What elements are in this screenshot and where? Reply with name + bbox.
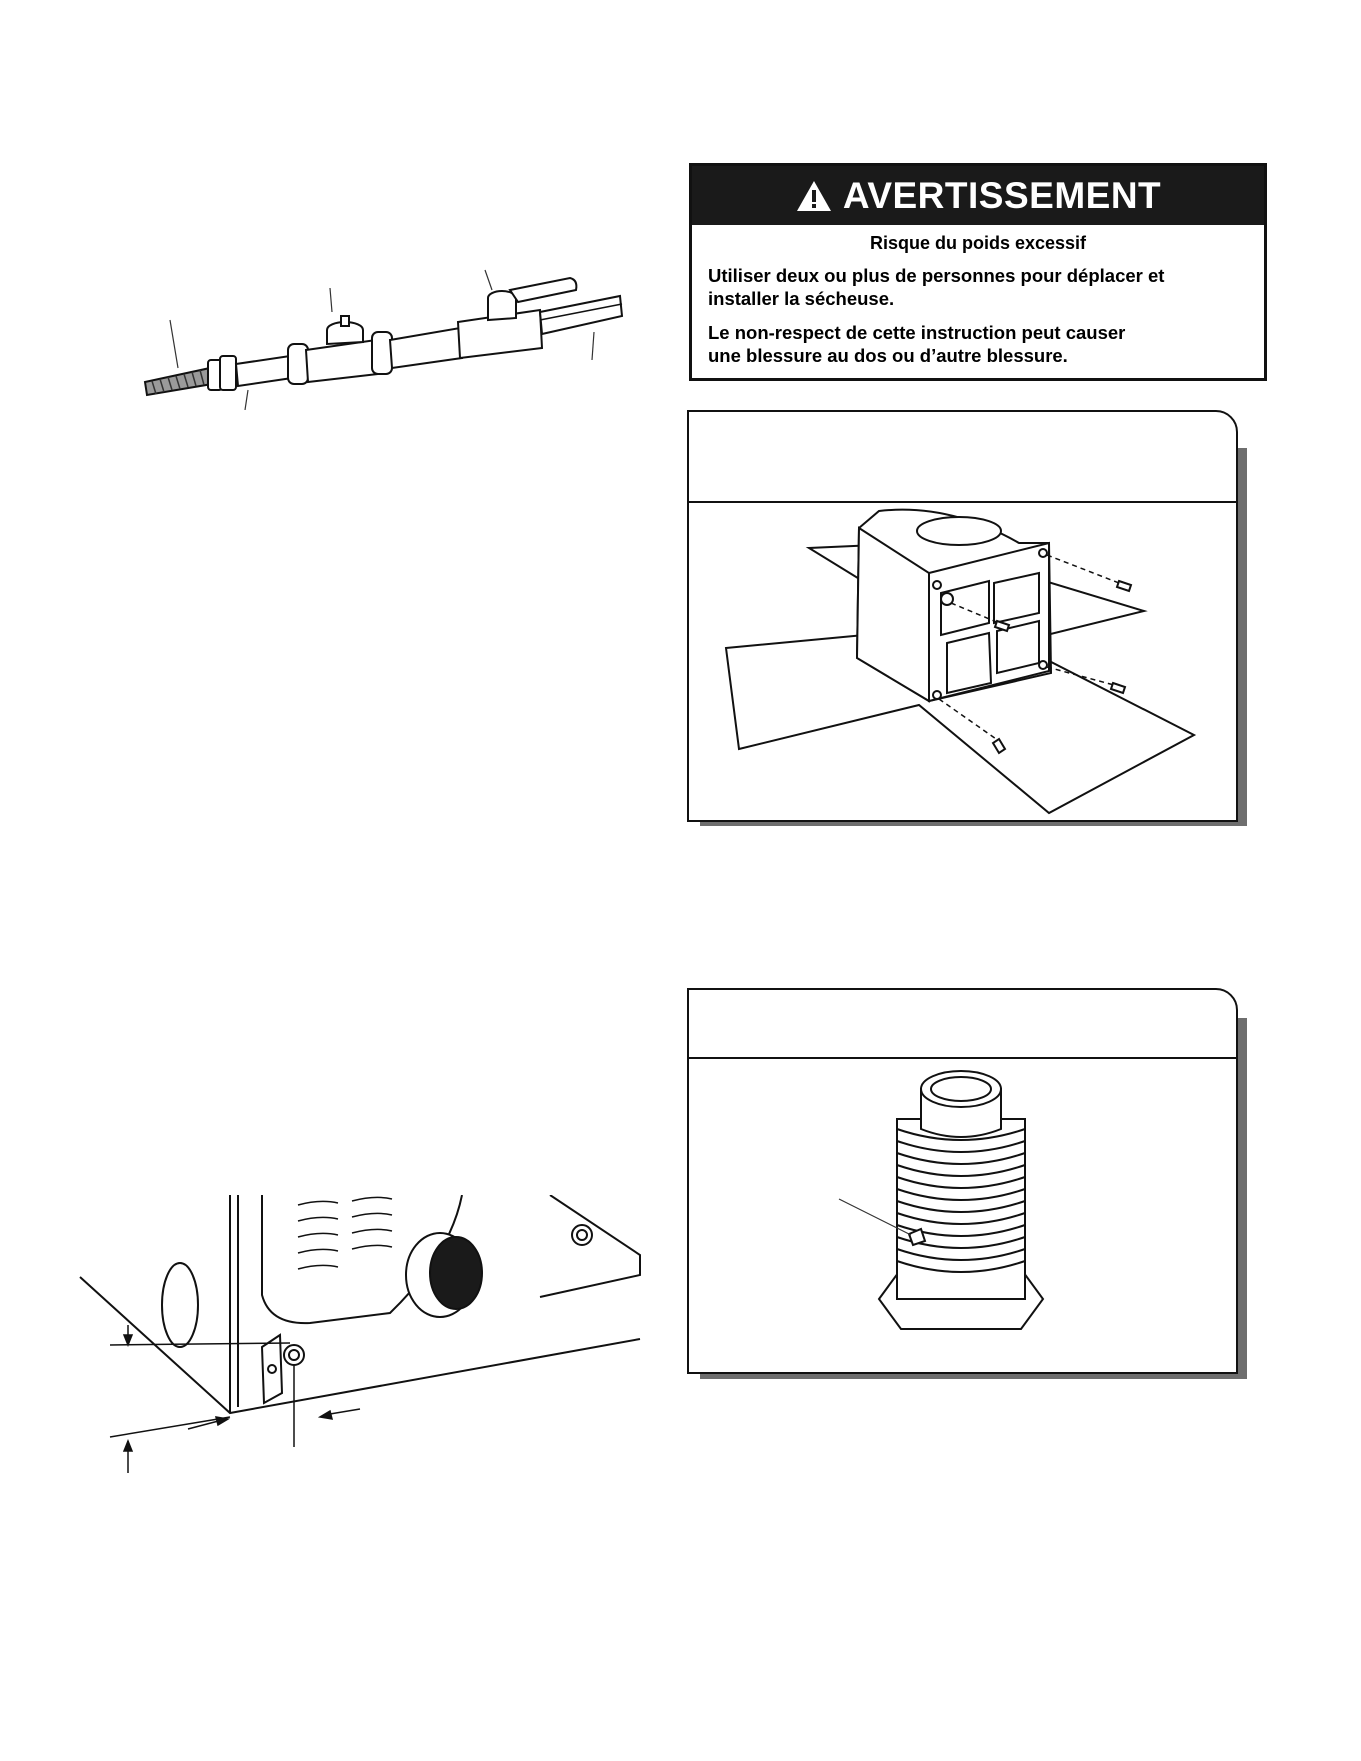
warning-paragraph-1: Utiliser deux ou plus de personnes pour déplacer et installer la sécheuse. <box>708 265 1165 309</box>
panel-header <box>689 412 1236 503</box>
warning-title: AVERTISSEMENT <box>842 174 1162 216</box>
leveling-leg-panel <box>687 988 1238 1374</box>
gas-connection-illustration <box>140 260 640 410</box>
warning-header <box>692 166 1264 225</box>
warning-triangle-icon <box>795 179 833 213</box>
warning-subtitle: Risque du poids excessif <box>869 233 1087 253</box>
dryer-on-cardboard-illustration <box>689 503 1236 822</box>
dryer-base-panel <box>687 410 1238 822</box>
warning-paragraph-2: Le non-respect de cette instruction peut causer une blessure au dos ou d’autre blessure. <box>708 322 1126 366</box>
warning-box <box>689 163 1267 381</box>
dryer-clearance-illustration <box>70 1195 650 1485</box>
panel-header <box>689 990 1236 1059</box>
leveling-leg-illustration <box>689 1059 1236 1372</box>
